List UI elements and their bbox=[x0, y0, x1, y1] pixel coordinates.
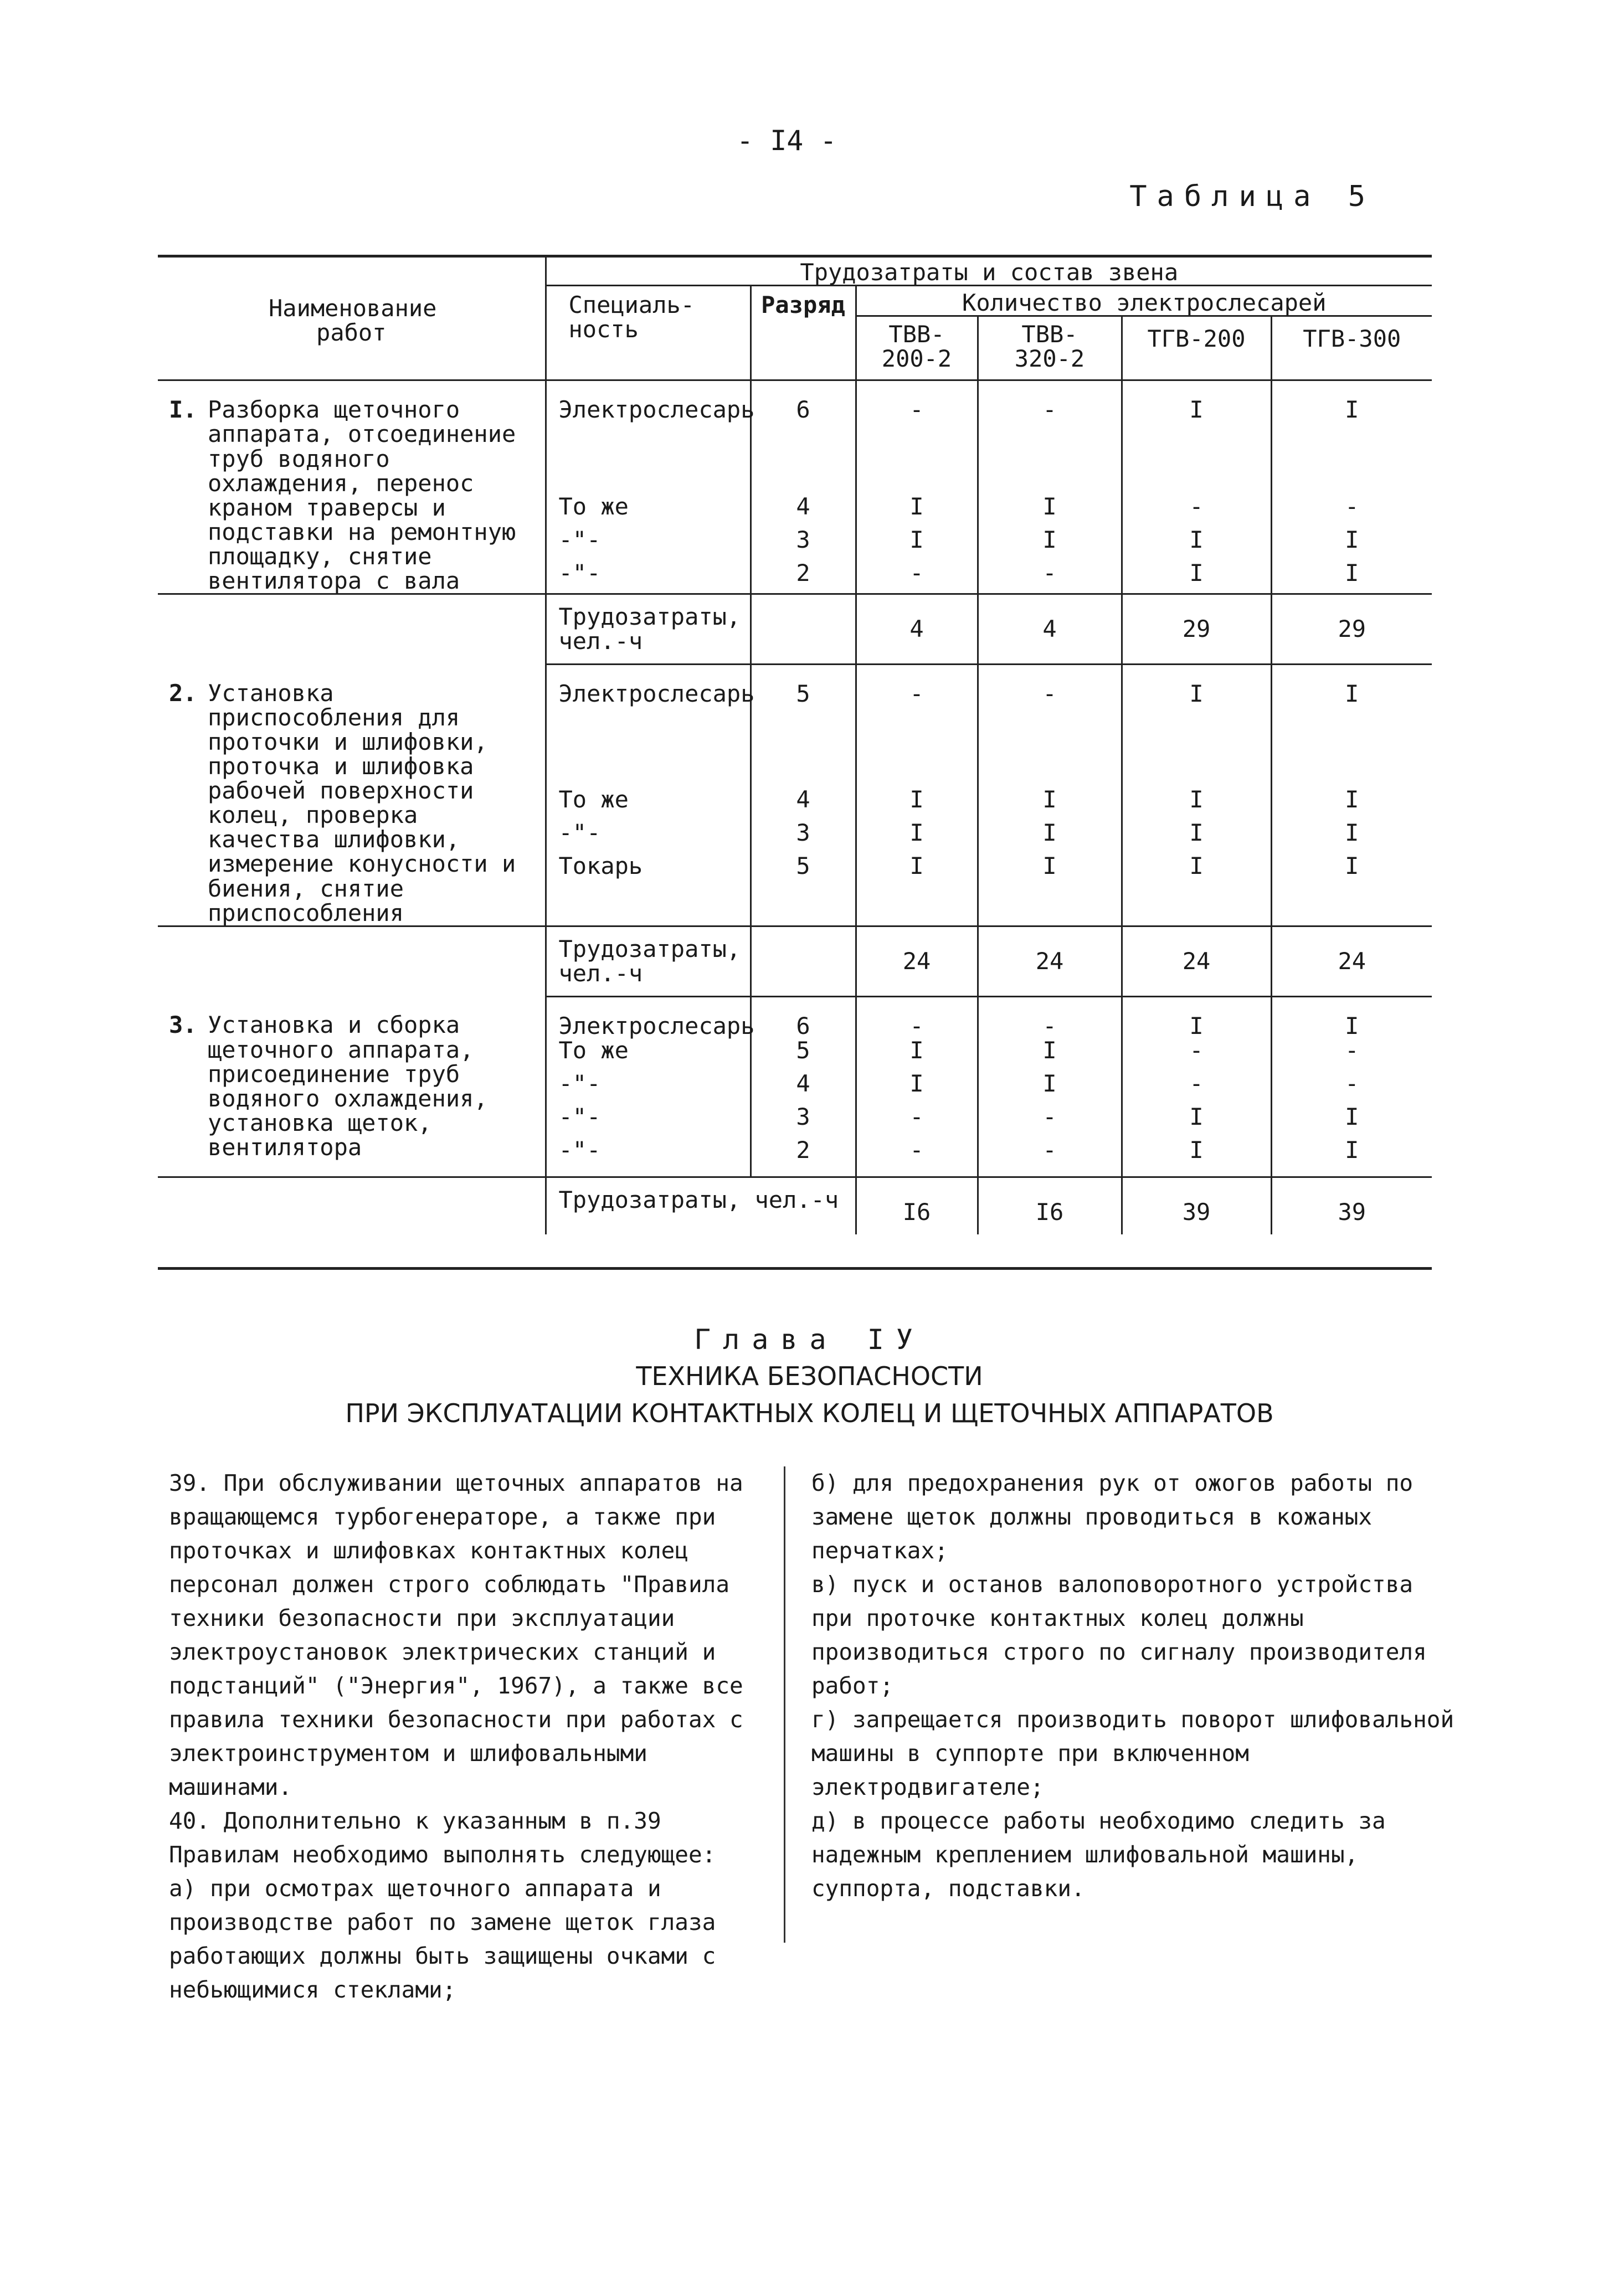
specialty-cell: -"- bbox=[546, 1105, 751, 1138]
paragraph: д) в процессе работы необходимо следить за надежным креплением шлифовальной машины, суппорта, подставки. bbox=[811, 1808, 1386, 1902]
grade-cell: 5 bbox=[751, 854, 856, 926]
grade-cell: 4 bbox=[751, 1072, 856, 1105]
qty-cell: I bbox=[1122, 821, 1271, 854]
grade-cell: 6 bbox=[751, 380, 856, 495]
specialty-cell: Токарь bbox=[546, 854, 751, 926]
grade-cell: 5 bbox=[751, 665, 856, 787]
qty-cell: I bbox=[978, 787, 1122, 821]
qty-cell: I bbox=[978, 854, 1122, 926]
grade-cell: 3 bbox=[751, 1105, 856, 1138]
machine-header: ТГВ-200 bbox=[1122, 316, 1271, 380]
qty-cell: I bbox=[978, 528, 1122, 561]
qty-cell: I bbox=[1122, 1105, 1271, 1138]
total-cell: I6 bbox=[978, 1177, 1122, 1234]
total-cell: I6 bbox=[856, 1177, 978, 1234]
qty-cell: I bbox=[1271, 665, 1432, 787]
qty-cell: I bbox=[1271, 380, 1432, 495]
table-row bbox=[158, 380, 1432, 495]
qty-cell: - bbox=[978, 561, 1122, 594]
qty-cell: - bbox=[1271, 495, 1432, 528]
blank-cell bbox=[751, 926, 856, 996]
qty-cell: I bbox=[856, 787, 978, 821]
work-number: I. bbox=[169, 396, 197, 424]
qty-cell: I bbox=[1271, 854, 1432, 926]
qty-cell: I bbox=[856, 1038, 978, 1072]
blank-cell bbox=[158, 926, 546, 996]
qty-cell: - bbox=[978, 1105, 1122, 1138]
page-number: - I4 - bbox=[737, 125, 837, 157]
qty-cell: I bbox=[1122, 380, 1271, 495]
qty-cell: I bbox=[1271, 821, 1432, 854]
qty-cell: I bbox=[1271, 787, 1432, 821]
right-text-column bbox=[811, 1466, 1459, 1906]
qty-group-header: Количество электрослесарей bbox=[856, 286, 1432, 316]
qty-cell: - bbox=[1122, 495, 1271, 528]
qty-cell: I bbox=[856, 1072, 978, 1105]
qty-cell: I bbox=[856, 528, 978, 561]
group-header: Трудозатраты и состав звена bbox=[546, 255, 1432, 286]
paragraph: а) при осмотрах щеточного аппарата и производстве работ по замене щеток глаза работающих должны быть защищены очками с небьющимися стеклами; bbox=[169, 1875, 716, 2003]
total-cell: 4 bbox=[978, 594, 1122, 665]
total-cell: 29 bbox=[1271, 594, 1432, 665]
table-body bbox=[158, 380, 1432, 1234]
grade-cell: 4 bbox=[751, 787, 856, 821]
qty-cell: I bbox=[1122, 1138, 1271, 1177]
qty-cell: - bbox=[856, 1105, 978, 1138]
specialty-cell: -"- bbox=[546, 528, 751, 561]
grade-cell: 6 bbox=[751, 996, 856, 1038]
work-number: 2. bbox=[169, 679, 197, 707]
specialty-cell: -"- bbox=[546, 1138, 751, 1177]
grade-cell: 3 bbox=[751, 821, 856, 854]
specialty-cell: Электрослесарь bbox=[546, 665, 751, 787]
work-description: Разборка щеточного аппарата, отсоединение труб водяного охлаждения, перенос краном траверсы и подставки на ремонтную площадку, снятие вентилятора с вала bbox=[208, 396, 516, 595]
table-row bbox=[158, 996, 1432, 1038]
table-bottom-rule bbox=[158, 1267, 1432, 1270]
qty-cell: I bbox=[1271, 561, 1432, 594]
qty-cell: - bbox=[1122, 1038, 1271, 1072]
grade-cell: 5 bbox=[751, 1038, 856, 1072]
specialty-cell: Электрослесарь bbox=[546, 996, 751, 1038]
qty-cell: - bbox=[978, 665, 1122, 787]
qty-cell: - bbox=[1271, 1072, 1432, 1105]
col-spec-header: Специаль- ность bbox=[546, 286, 751, 380]
specialty-cell: Электрослесарь bbox=[546, 380, 751, 495]
work-number: 3. bbox=[169, 1011, 197, 1039]
qty-cell: I bbox=[1122, 854, 1271, 926]
table-caption: Таблица 5 bbox=[1129, 180, 1375, 213]
totals-label: Трудозатраты, чел.-ч bbox=[546, 594, 751, 665]
total-cell: 39 bbox=[1122, 1177, 1271, 1234]
total-cell: 29 bbox=[1122, 594, 1271, 665]
qty-cell: - bbox=[1122, 1072, 1271, 1105]
col-name-header: Наименование работ bbox=[158, 255, 546, 380]
qty-cell: - bbox=[856, 1138, 978, 1177]
qty-cell: - bbox=[978, 380, 1122, 495]
grade-cell: 3 bbox=[751, 528, 856, 561]
table-header bbox=[158, 255, 1432, 380]
work-table bbox=[158, 255, 1432, 1234]
work-name-cell bbox=[158, 665, 546, 926]
paragraph: б) для предохранения рук от ожогов работы по замене щеток должны проводиться в кожаных перчатках; bbox=[811, 1470, 1414, 1564]
qty-cell: I bbox=[1122, 787, 1271, 821]
chapter-label: Глава IУ bbox=[694, 1324, 925, 1356]
machine-header: ТВВ- 200-2 bbox=[856, 316, 978, 380]
total-cell: 39 bbox=[1271, 1177, 1432, 1234]
totals-label: Трудозатраты, чел.-ч bbox=[546, 926, 751, 996]
qty-cell: I bbox=[1122, 528, 1271, 561]
grade-cell: 4 bbox=[751, 495, 856, 528]
qty-cell: I bbox=[1271, 1105, 1432, 1138]
blank-cell bbox=[158, 1177, 546, 1234]
specialty-cell: -"- bbox=[546, 1072, 751, 1105]
paragraph: 40. Дополнительно к указанным в п.39 Правилам необходимо выполнять следующее: bbox=[169, 1808, 716, 1868]
column-divider bbox=[784, 1466, 785, 1943]
work-description: Установка и сборка щеточного аппарата, присоединение труб водяного охлаждения, установка щеток, вентилятора bbox=[208, 1011, 488, 1161]
total-cell: 24 bbox=[856, 926, 978, 996]
qty-cell: - bbox=[856, 561, 978, 594]
specialty-cell: То же bbox=[546, 787, 751, 821]
table-row bbox=[158, 665, 1432, 787]
grade-cell: 2 bbox=[751, 561, 856, 594]
qty-cell: I bbox=[856, 821, 978, 854]
qty-cell: I bbox=[1271, 528, 1432, 561]
totals-row bbox=[158, 926, 1432, 996]
paragraph: в) пуск и останов валоповоротного устройства при проточке контактных колец должны производиться строго по сигналу производителя работ; bbox=[811, 1571, 1427, 1699]
grade-cell: 2 bbox=[751, 1138, 856, 1177]
chapter-title: ТЕХНИКА БЕЗОПАСНОСТИ bbox=[636, 1361, 983, 1391]
qty-cell: I bbox=[978, 495, 1122, 528]
qty-cell: - bbox=[856, 380, 978, 495]
total-cell: 24 bbox=[1122, 926, 1271, 996]
machine-header: ТВВ- 320-2 bbox=[978, 316, 1122, 380]
left-text-column bbox=[169, 1466, 773, 2007]
machine-header: ТГВ-300 bbox=[1271, 316, 1432, 380]
qty-cell: I bbox=[856, 854, 978, 926]
work-name-cell bbox=[158, 996, 546, 1177]
totals-label: Трудозатраты, чел.-ч bbox=[546, 1177, 856, 1234]
chapter-subtitle: ПРИ ЭКСПЛУАТАЦИИ КОНТАКТНЫХ КОЛЕЦ И ЩЕТОЧНЫХ АППАРАТОВ bbox=[345, 1398, 1274, 1428]
blank-cell bbox=[751, 594, 856, 665]
work-name-cell bbox=[158, 380, 546, 594]
paragraph: 39. При обслуживании щеточных аппаратов на вращающемся турбогенераторе, а также при проточках и шлифовках контактных колец персонал должен строго соблюдать "Правила техники безопасности при эксплуатации электроустановок электрических станций и подстанций" ("Энергия", 1967), а также все правила техники безопасности при работах с электроинструментом и шлифовальными машинами. bbox=[169, 1470, 743, 1800]
total-cell: 4 bbox=[856, 594, 978, 665]
paragraph: г) запрещается производить поворот шлифовальной машины в суппорте при включенном электродвигателе; bbox=[811, 1706, 1454, 1800]
specialty-cell: То же bbox=[546, 1038, 751, 1072]
qty-cell: I bbox=[978, 1038, 1122, 1072]
blank-cell bbox=[158, 594, 546, 665]
qty-cell: I bbox=[1122, 665, 1271, 787]
qty-cell: I bbox=[1122, 561, 1271, 594]
qty-cell: I bbox=[978, 1072, 1122, 1105]
qty-cell: I bbox=[1271, 996, 1432, 1038]
totals-row bbox=[158, 1177, 1432, 1234]
qty-cell: - bbox=[856, 996, 978, 1038]
total-cell: 24 bbox=[1271, 926, 1432, 996]
specialty-cell: -"- bbox=[546, 561, 751, 594]
totals-row bbox=[158, 594, 1432, 665]
qty-cell: I bbox=[1271, 1138, 1432, 1177]
specialty-cell: -"- bbox=[546, 821, 751, 854]
qty-cell: - bbox=[978, 996, 1122, 1038]
col-grade-header: Разряд bbox=[751, 286, 856, 380]
work-description: Установка приспособления для проточки и шлифовки, проточка и шлифовка рабочей поверхности колец, проверка качества шлифовки, измерение конусности и биения, снятие приспособления bbox=[208, 679, 516, 926]
qty-cell: I bbox=[978, 821, 1122, 854]
qty-cell: I bbox=[1122, 996, 1271, 1038]
qty-cell: I bbox=[856, 495, 978, 528]
qty-cell: - bbox=[1271, 1038, 1432, 1072]
total-cell: 24 bbox=[978, 926, 1122, 996]
qty-cell: - bbox=[978, 1138, 1122, 1177]
qty-cell: - bbox=[856, 665, 978, 787]
specialty-cell: То же bbox=[546, 495, 751, 528]
